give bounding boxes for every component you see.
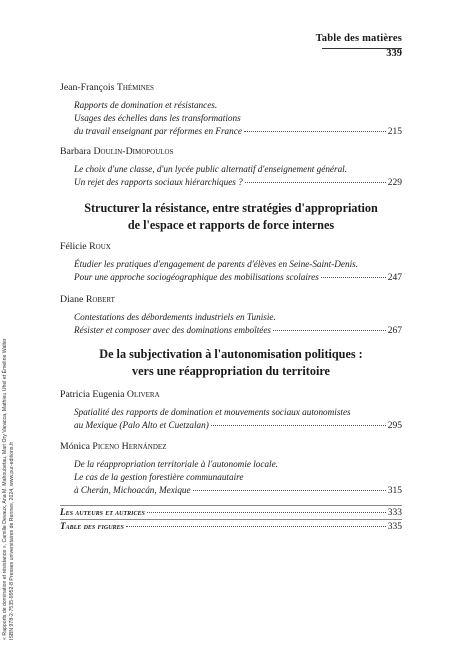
side-note-line-2: ISBN 978-2-7535-9952-8 Presses universitaires de Rennes, 2024, www.pur-editions.fr [9,441,15,640]
entry-author: Patricia Eugenia Olivera [60,389,160,400]
entry-title-line: Spatialité des rapports de domination et mouvements sociaux autonomistes [74,407,351,417]
dot-leader [126,526,386,527]
entry-author: Mónica Piceno Hernández [60,441,167,452]
entry-page: 215 [387,127,402,137]
running-header [316,33,402,59]
header-rule [322,48,402,49]
entry-title-line: au Mexique (Palo Alto et Cuetzalan) 295 [74,420,402,431]
entry-title-line: du travail enseignant par réformes en France 215 [74,126,402,137]
entry-title-line: Rapports de domination et résistances. [74,100,218,110]
toc-entry [60,389,402,433]
entry-title-line: Pour une approche sociogéographique des mobilisations scolaires 247 [74,272,402,283]
dot-leader [193,490,386,491]
entry-author: Jean-François Thémines [60,82,154,93]
page-number: 339 [386,48,402,59]
entry-title-line: Le choix d'une classe, d'un lycée public alternatif d'enseignement général. [74,164,348,174]
header-title: Table des matières [315,33,402,44]
section-heading: Structurer la résistance, entre stratégies d'appropriation de l'espace et rapports de force internes [84,201,378,232]
toc-entry [60,82,402,139]
entry-page: 333 [387,508,402,518]
toc-entry [60,146,402,190]
copyright-side-note [2,300,40,640]
entry-title-line: Étudier les pratiques d'engagement de parents d'élèves en Seine-Saint-Denis. [74,259,358,269]
entry-title-line: Résister et composer avec des dominations emboîtées 267 [74,325,402,336]
entry-title-line: Le cas de la gestion forestière communautaire [74,472,244,482]
entry-author: Diane Robert [60,294,115,305]
dot-leader [147,512,386,513]
dot-leader [245,182,386,183]
entry-page: 267 [387,326,402,336]
dot-leader [244,131,386,132]
entry-title-line: à Cherán, Michoacán, Mexique 315 [74,485,402,496]
entry-author: Félicie Roux [60,241,111,252]
side-note-line-1: « Rapports de domination et résistance », Camille Devaux, Ana M. Mahoubetau, Mari Ory Varacca, Mathieu Uhel et Émeline Walter [2,338,8,640]
entry-author: Barbara Doulin-Dimopoulos [60,146,174,157]
entry-title-line: Un rejet des rapports sociaux hiérarchiques ? 229 [74,177,402,188]
entry-page: 315 [387,486,402,496]
entry-title-line: Contestations des débordements industriels en Tunisie. [74,312,276,322]
toc-back-matter-entry: Les auteurs et autrices 333 [60,507,402,518]
entry-page: 295 [387,421,402,431]
entry-page: 229 [387,178,402,188]
dot-leader [273,330,386,331]
toc-entry [60,241,402,285]
entry-title-line: De la réappropriation territoriale à l'autonomie locale. [74,459,278,469]
toc-entry [60,441,402,498]
entry-page: 247 [387,273,402,283]
toc-entry [60,294,402,338]
entry-title-line: Usages des échelles dans les transformations [74,113,241,123]
dot-leader [211,425,386,426]
section-heading: De la subjectivation à l'autonomisation politiques : vers une réappropriation du territoire [99,347,363,378]
dot-leader [321,277,386,278]
separator-rule [60,505,402,506]
toc-back-matter-entry: Table des figures 335 [60,521,402,532]
entry-page: 335 [387,522,402,532]
separator-rule [60,519,402,520]
